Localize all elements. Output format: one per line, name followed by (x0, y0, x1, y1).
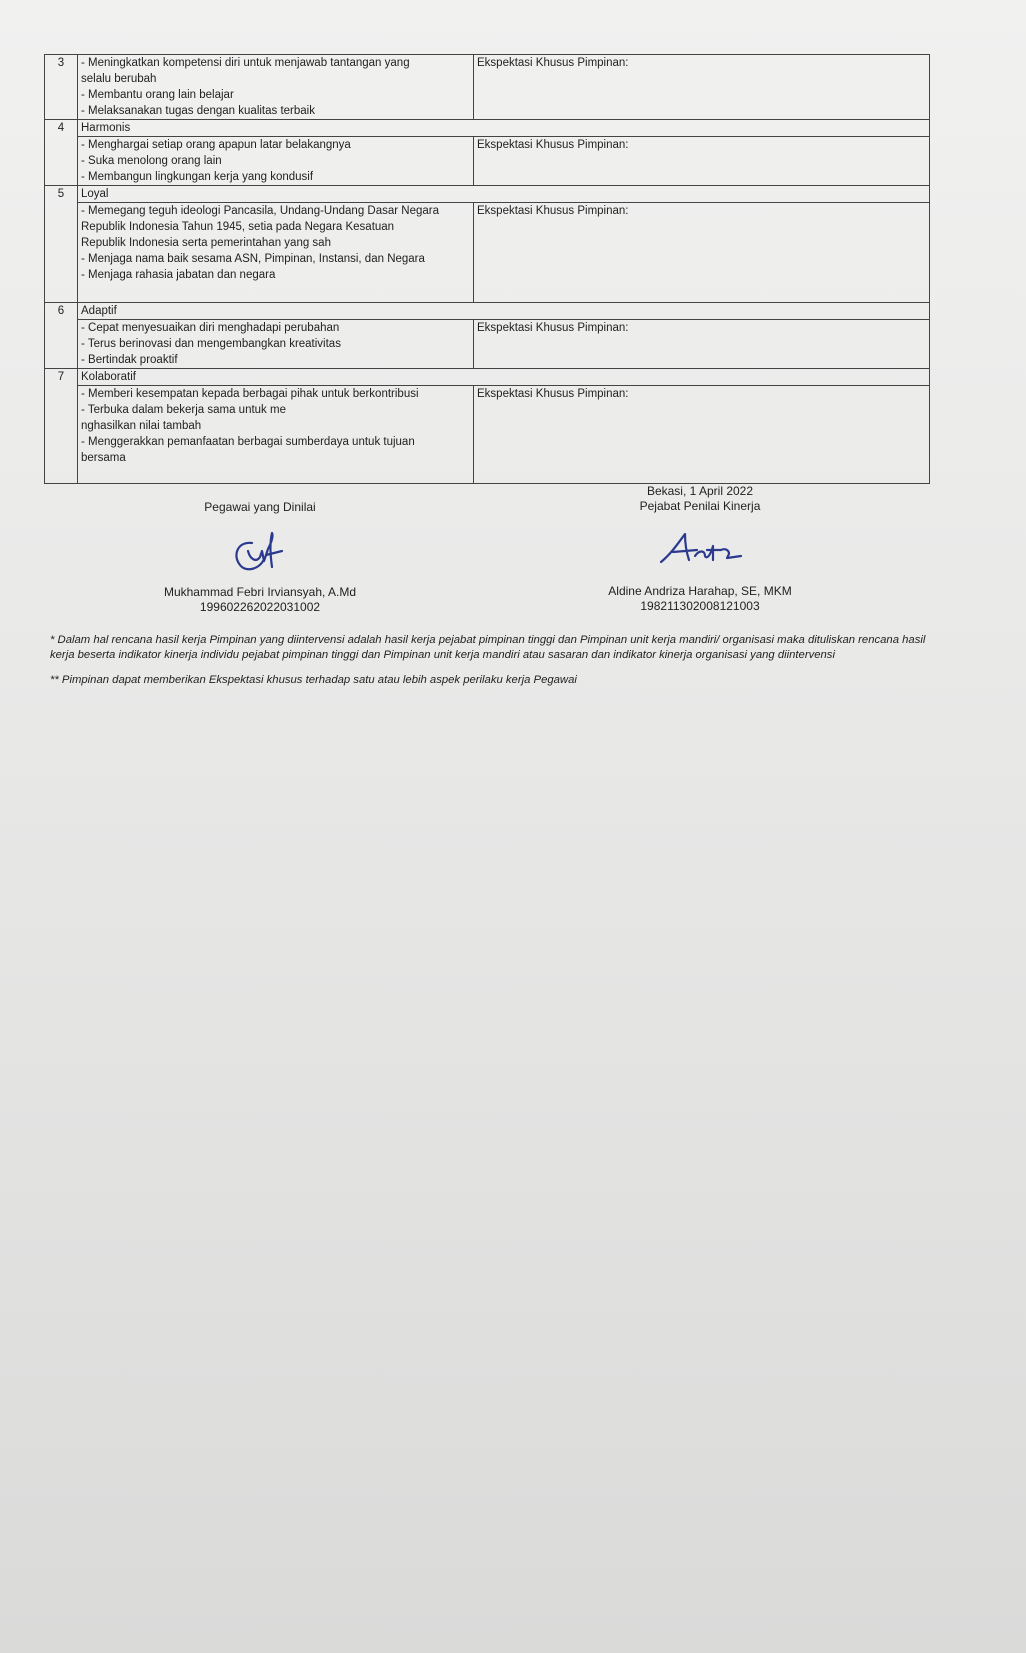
behavior-item: - Menghargai setiap orang apapun latar belakangnya (81, 139, 351, 151)
behavior-item: - Memberi kesempatan kepada berbagai pihak untuk berkontribusi (81, 388, 419, 400)
table-row (45, 203, 930, 303)
behavior-item: - Menjaga nama baik sesama ASN, Pimpinan, Instansi, dan Negara (81, 253, 425, 265)
footnotes (50, 633, 930, 698)
table-row (45, 386, 930, 484)
row-number: 7 (45, 369, 78, 484)
behavior-title: Loyal (78, 186, 930, 203)
behavior-item: - Menggerakkan pemanfaatan berbagai sumberdaya untuk tujuan (81, 436, 415, 448)
appraiser-signature-image (645, 520, 755, 582)
behavior-items (78, 55, 474, 120)
behavior-item: selalu berubah (81, 73, 157, 85)
behavior-items (78, 137, 474, 186)
table-row (45, 303, 930, 320)
behavior-item: - Bertindak proaktif (81, 354, 178, 366)
employee-signature (120, 521, 400, 583)
table-row (45, 186, 930, 203)
behavior-item: - Terbuka dalam bekerja sama untuk me (81, 404, 286, 416)
behavior-item: - Terus berinovasi dan mengembangkan kreativitas (81, 338, 341, 350)
behavior-item: - Membantu orang lain belajar (81, 89, 234, 101)
behavior-item: - Membangun lingkungan kerja yang kondusif (81, 171, 314, 183)
appraiser-signature-block (570, 484, 830, 614)
employee-role: Pegawai yang Dinilai (204, 500, 316, 514)
table-row (45, 120, 930, 137)
behavior-title: Adaptif (78, 303, 930, 320)
row-number: 6 (45, 303, 78, 369)
leader-expectation: Ekspektasi Khusus Pimpinan: (474, 320, 930, 369)
row-number: 5 (45, 186, 78, 303)
table-row (45, 137, 930, 186)
table-row (45, 55, 930, 120)
behavior-title: Kolaboratif (78, 369, 930, 386)
table-row (45, 320, 930, 369)
behavior-item: Republik Indonesia serta pemerintahan yang sah (81, 237, 331, 249)
appraiser-role: Pejabat Penilai Kinerja (639, 499, 761, 513)
appraiser-nip: 198211302008121003 (640, 599, 760, 613)
behavior-item: - Meningkatkan kompetensi diri untuk menjawab tantangan yang (81, 57, 410, 69)
row-number: 3 (45, 55, 78, 120)
behavior-item: - Melaksanakan tugas dengan kualitas terbaik (81, 105, 315, 117)
footnote: ** Pimpinan dapat memberikan Ekspektasi khusus terhadap satu atau lebih aspek perilaku kerja Pegawai (50, 674, 577, 686)
appraiser-name: Aldine Andriza Harahap, SE, MKM (608, 584, 792, 598)
behavior-items (78, 386, 474, 484)
table-row (45, 369, 930, 386)
employee-name: Mukhammad Febri Irviansyah, A.Md (163, 585, 357, 599)
behavior-title: Harmonis (78, 120, 930, 137)
place-date: Bekasi, 1 April 2022 (646, 484, 754, 498)
employee-nip: 199602262022031002 (199, 600, 321, 614)
footnote: * Dalam hal rencana hasil kerja Pimpinan yang diintervensi adalah hasil kerja pejabat pimpinan tinggi dan Pimpinan unit kerja mandiri/ organisasi maka dituliskan rencana hasil kerja beserta indikator kinerja individu pejabat pimpinan tinggi dan Pimpinan unit kerja mandiri atau sasaran dan indikator kinerja organisasi yang diintervensi (50, 634, 926, 661)
leader-expectation: Ekspektasi Khusus Pimpinan: (474, 55, 930, 120)
row-number: 4 (45, 120, 78, 186)
work-behavior-table (44, 54, 930, 484)
leader-expectation: Ekspektasi Khusus Pimpinan: (474, 203, 930, 303)
behavior-items (78, 203, 474, 303)
leader-expectation: Ekspektasi Khusus Pimpinan: (474, 137, 930, 186)
behavior-item: - Suka menolong orang lain (81, 155, 222, 167)
behavior-item: - Memegang teguh ideologi Pancasila, Undang-Undang Dasar Negara (81, 205, 439, 217)
appraiser-signature (570, 520, 830, 582)
behavior-item: - Menjaga rahasia jabatan dan negara (81, 269, 276, 281)
behavior-item: Republik Indonesia Tahun 1945, setia pada Negara Kesatuan (81, 221, 395, 233)
employee-signature-block (120, 500, 400, 615)
behavior-items (78, 320, 474, 369)
behavior-item: nghasilkan nilai tambah (81, 420, 202, 432)
behavior-item: bersama (81, 452, 126, 464)
leader-expectation: Ekspektasi Khusus Pimpinan: (474, 386, 930, 484)
employee-signature-image (220, 521, 300, 583)
behavior-item: - Cepat menyesuaikan diri menghadapi perubahan (81, 322, 340, 334)
